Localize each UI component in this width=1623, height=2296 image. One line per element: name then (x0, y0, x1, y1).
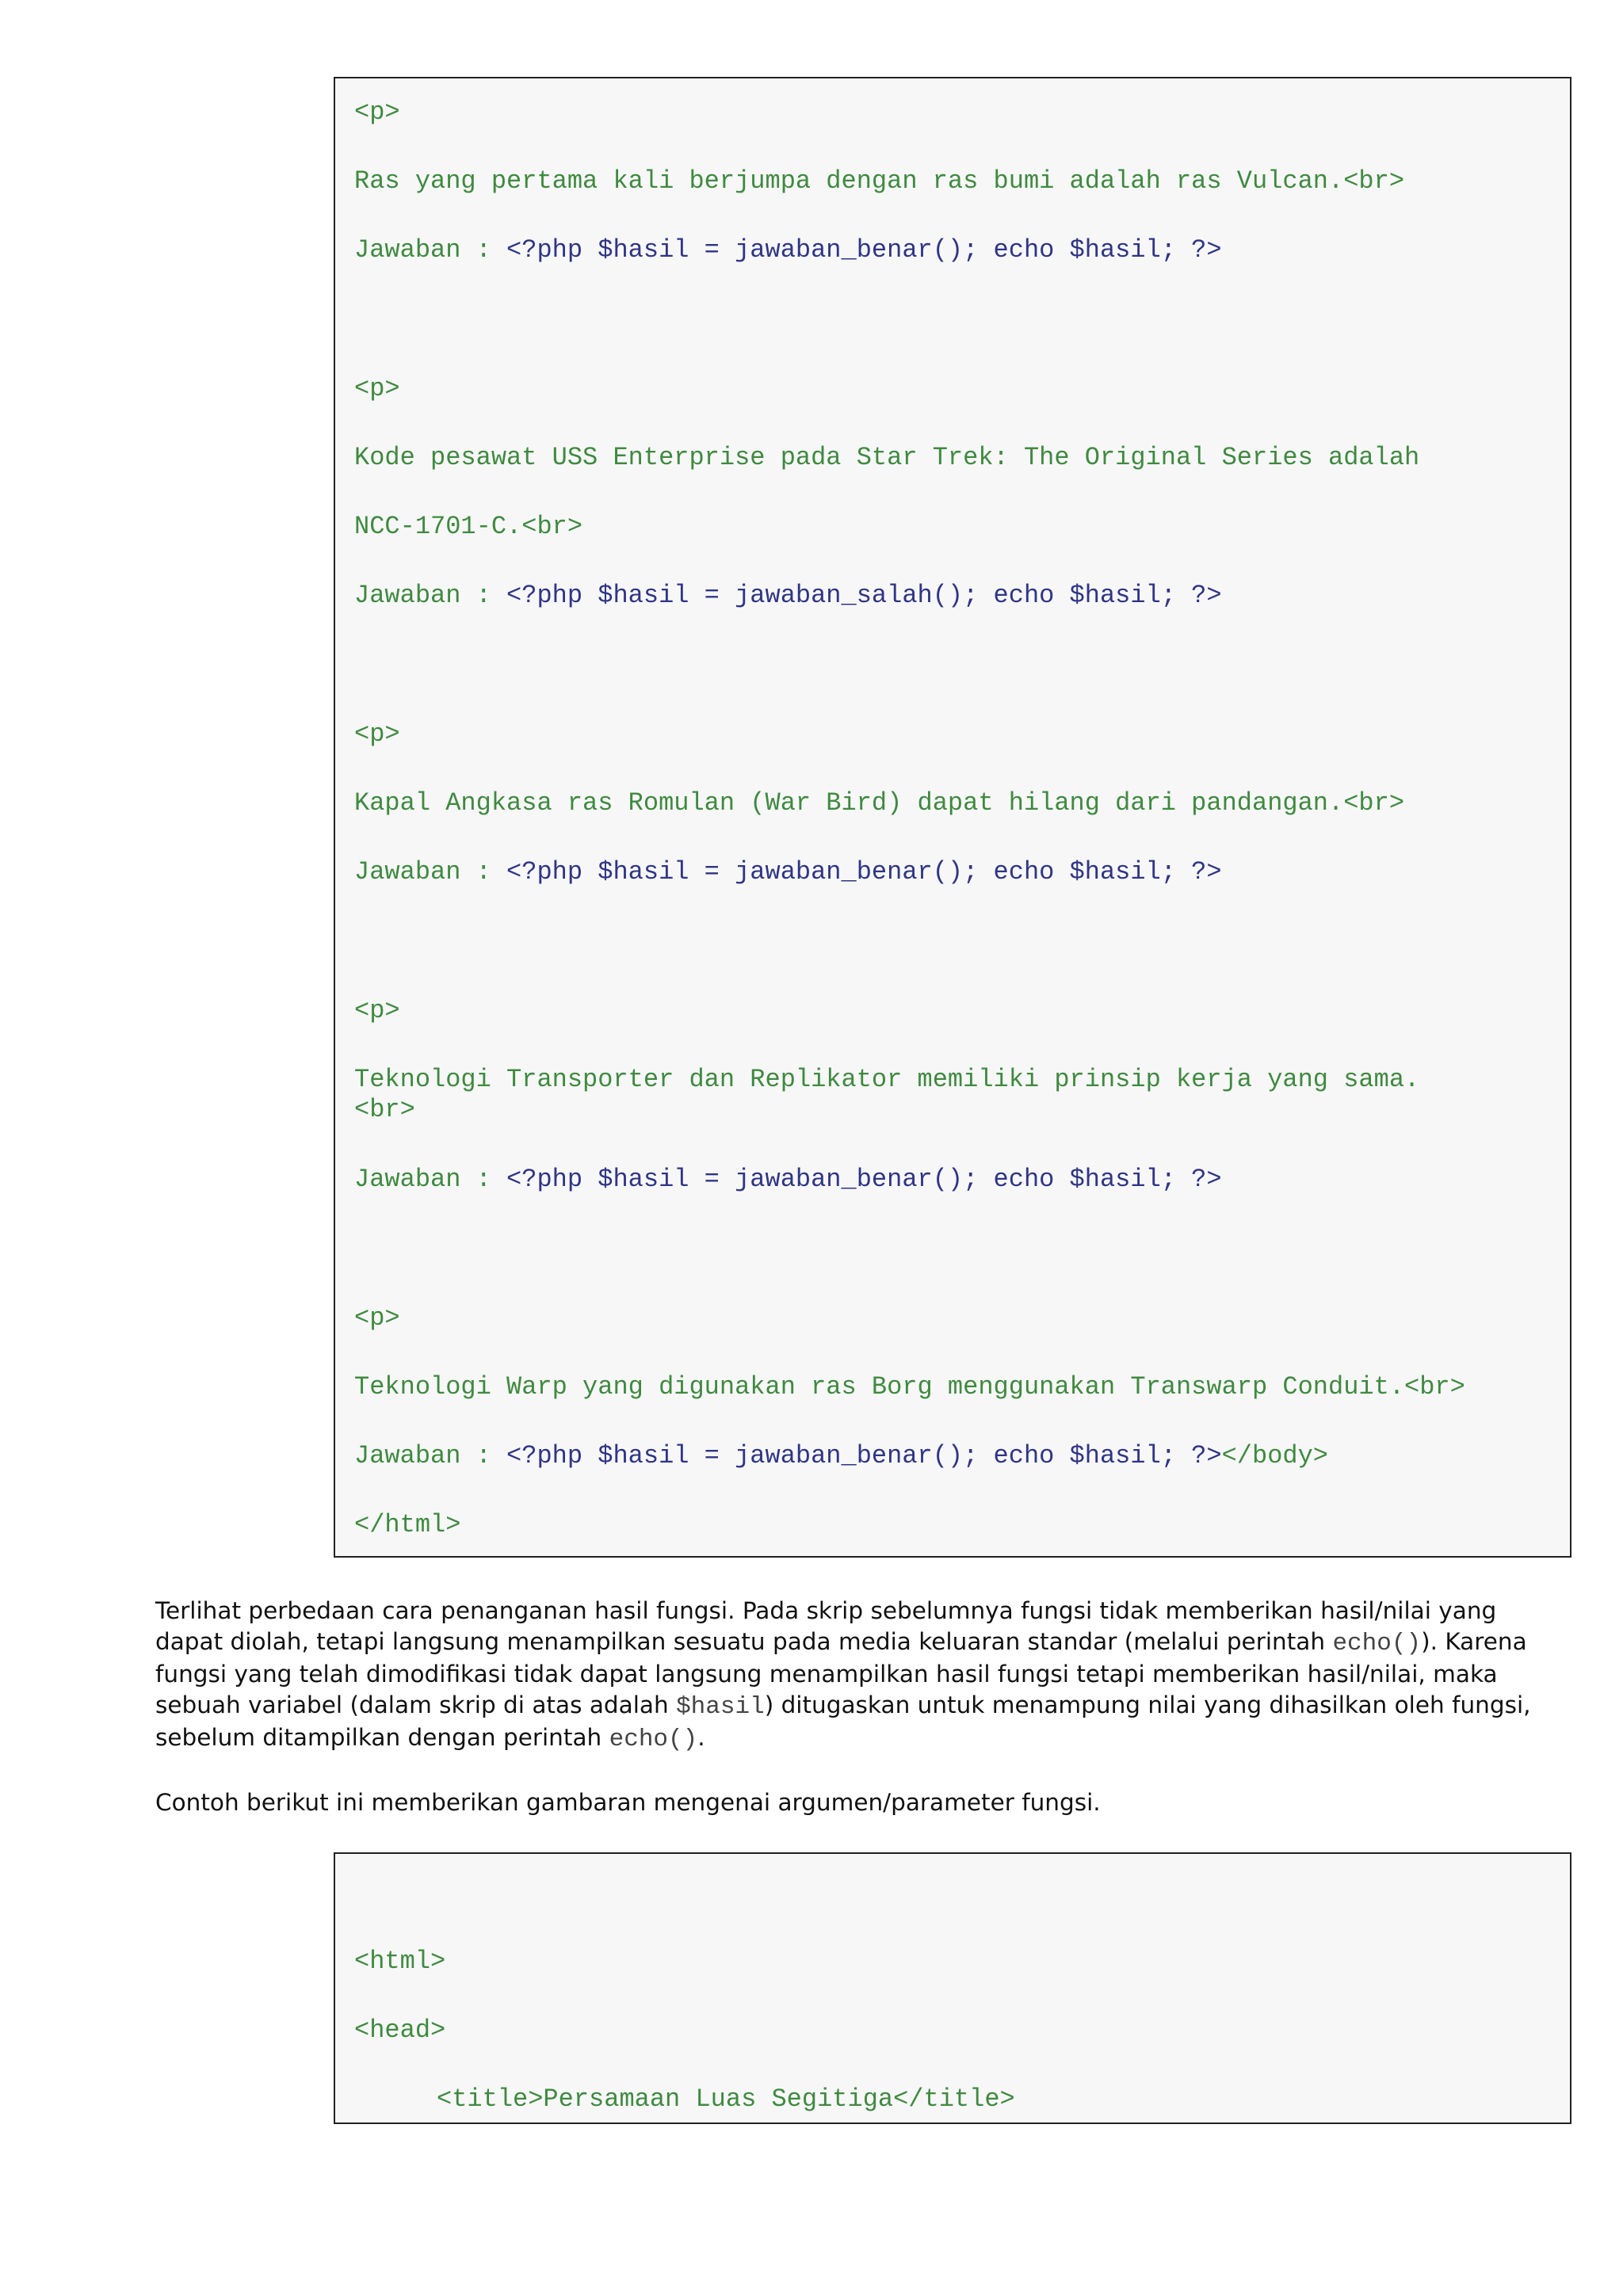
php-snippet: <?php $hasil = jawaban_benar(); echo $hasil; ?> (506, 235, 1222, 265)
code-line: <html> (354, 1947, 446, 1976)
body-paragraph (155, 1596, 1550, 1756)
inline-code: echo() (609, 1726, 698, 1753)
code-line: <p> (354, 1303, 400, 1333)
paragraph-text: ). Karena fungsi yang telah dimodifikasi tidak dapat langsung menampilkan hasil fungsi tetapi memberikan hasil/nilai, maka sebuah variabel (dalam skrip di atas adalah (155, 1627, 1527, 1718)
code-line: <p> (354, 996, 400, 1025)
paragraph-text: . (697, 1724, 705, 1751)
code-label: Jawaban : (354, 235, 507, 265)
code-line (354, 1441, 1562, 1471)
code-line: NCC-1701-C.<br> (354, 512, 583, 541)
body-paragraph: Contoh berikut ini memberikan gambaran mengenai argumen/parameter fungsi. (155, 1789, 1101, 1816)
code-line: Ras yang pertama kali berjumpa dengan ras bumi adalah ras Vulcan.<br> (354, 166, 1405, 196)
code-line (354, 857, 1562, 887)
code-line: <p> (354, 374, 400, 403)
code-line (354, 235, 1562, 265)
code-line: Teknologi Warp yang digunakan ras Borg menggunakan Transwarp Conduit.<br> (354, 1372, 1465, 1402)
code-block-1 (334, 77, 1571, 1558)
code-line: Kode pesawat USS Enterprise pada Star Trek: The Original Series adalah (354, 443, 1420, 472)
code-label: Jawaban : (354, 1441, 507, 1470)
code-line (354, 1165, 1562, 1195)
paragraph-text: Terlihat perbedaan cara penanganan hasil fungsi. Pada skrip sebelumnya fungsi tidak memberikan hasil/nilai yang dapat diolah, tetapi langsung menampilkan sesuatu pada media keluaran standar (melalui perintah (155, 1597, 1497, 1655)
php-snippet: <?php $hasil = jawaban_benar(); echo $hasil; ?> (506, 857, 1222, 887)
inline-code: echo() (1332, 1629, 1422, 1657)
code-line: </html> (354, 1510, 461, 1539)
inline-code: $hasil (676, 1692, 765, 1721)
php-snippet: <?php $hasil = jawaban_benar(); echo $hasil; ?> (506, 1165, 1222, 1194)
code-line: <p> (354, 97, 400, 127)
paragraph-text: ) ditugaskan untuk menampung nilai yang dihasilkan oleh fungsi, sebelum ditampilkan dengan perintah (155, 1691, 1531, 1751)
code-label: Jawaban : (354, 581, 507, 610)
php-snippet: <?php $hasil = jawaban_salah(); echo $hasil; ?> (506, 581, 1222, 610)
code-line: <title>Persamaan Luas Segitiga</title> (437, 2084, 1015, 2114)
code-line: <p> (354, 719, 400, 749)
code-line: <head> (354, 2016, 446, 2045)
code-label: Jawaban : (354, 1165, 507, 1194)
code-line (354, 581, 1562, 611)
code-block-2 (334, 1852, 1571, 2124)
code-line: Kapal Angkasa ras Romulan (War Bird) dapat hilang dari pandangan.<br> (354, 788, 1405, 818)
code-line: Teknologi Transporter dan Replikator memiliki prinsip kerja yang sama.<br> (354, 1065, 1420, 1124)
php-snippet: <?php $hasil = jawaban_benar(); echo $hasil; ?> (506, 1441, 1222, 1470)
code-tag: </body> (1221, 1441, 1328, 1470)
code-label: Jawaban : (354, 857, 507, 887)
